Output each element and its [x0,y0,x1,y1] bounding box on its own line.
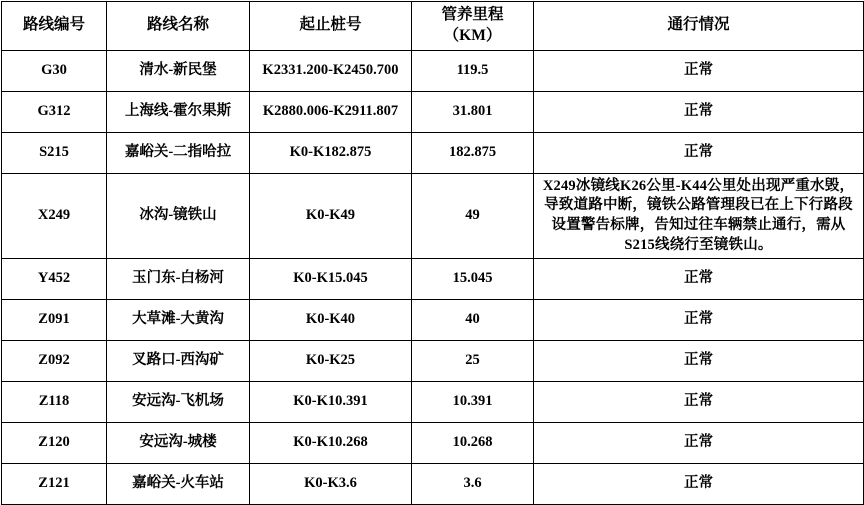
table-body [2,50,864,504]
cell-mileage: 182.875 [412,132,534,173]
cell-route-name: 安远沟-飞机场 [107,382,250,423]
column-header-stake-range: 起止桩号 [250,2,412,51]
cell-traffic-status: 正常 [534,341,864,382]
cell-route-name: 嘉峪关-火车站 [107,464,250,505]
cell-mileage: 3.6 [412,464,534,505]
table-row [2,341,864,382]
cell-traffic-status: 正常 [534,464,864,505]
cell-stake-range: K0-K3.6 [250,464,412,505]
cell-route-name: 玉门东-白杨河 [107,259,250,300]
column-header-traffic-status: 通行情况 [534,2,864,51]
cell-traffic-status-note: X249冰镜线K26公里-K44公里处出现严重水毁，导致道路中断，镜铁公路管理段已在上下行路段设置警告标牌，告知过往车辆禁止通行，需从S215线绕行至镜铁山。 [534,173,864,258]
table-row [2,423,864,464]
column-header-mileage-line1: 管养里程 [441,6,504,23]
cell-route-name: 清水-新民堡 [107,50,250,91]
cell-route-code: Z120 [2,423,107,464]
cell-traffic-status: 正常 [534,50,864,91]
cell-mileage: 40 [412,300,534,341]
cell-route-code: Z118 [2,382,107,423]
cell-route-code: Z091 [2,300,107,341]
cell-route-code: G30 [2,50,107,91]
cell-route-name: 安远沟-城楼 [107,423,250,464]
cell-traffic-status: 正常 [534,300,864,341]
cell-mileage: 31.801 [412,91,534,132]
cell-route-name: 嘉峪关-二指哈拉 [107,132,250,173]
cell-mileage: 49 [412,173,534,258]
cell-route-name: 大草滩-大黄沟 [107,300,250,341]
table-row [2,300,864,341]
cell-traffic-status: 正常 [534,259,864,300]
cell-route-code: Z121 [2,464,107,505]
cell-stake-range: K0-K25 [250,341,412,382]
cell-route-name: 上海线-霍尔果斯 [107,91,250,132]
cell-traffic-status: 正常 [534,132,864,173]
cell-stake-range: K2880.006-K2911.807 [250,91,412,132]
column-header-maintained-mileage [412,2,534,51]
cell-stake-range: K0-K10.391 [250,382,412,423]
cell-stake-range: K0-K49 [250,173,412,258]
cell-traffic-status: 正常 [534,382,864,423]
cell-route-name: 叉路口-西沟矿 [107,341,250,382]
cell-traffic-status: 正常 [534,91,864,132]
cell-stake-range: K0-K182.875 [250,132,412,173]
column-header-mileage-line2: （KM） [443,26,502,44]
cell-mileage: 15.045 [412,259,534,300]
table-row [2,382,864,423]
table-row [2,173,864,258]
column-header-route-name: 路线名称 [107,2,250,51]
cell-stake-range: K2331.200-K2450.700 [250,50,412,91]
column-header-route-code: 路线编号 [2,2,107,51]
table-row [2,50,864,91]
road-condition-table [1,1,864,505]
table-row [2,259,864,300]
table-row [2,464,864,505]
cell-stake-range: K0-K40 [250,300,412,341]
cell-route-name: 冰沟-镜铁山 [107,173,250,258]
table-row [2,132,864,173]
cell-mileage: 119.5 [412,50,534,91]
cell-route-code: G312 [2,91,107,132]
cell-mileage: 25 [412,341,534,382]
table-row [2,91,864,132]
cell-mileage: 10.391 [412,382,534,423]
road-condition-sheet [0,1,864,490]
cell-route-code: Y452 [2,259,107,300]
table-header [2,2,864,51]
cell-stake-range: K0-K10.268 [250,423,412,464]
cell-traffic-status: 正常 [534,423,864,464]
cell-route-code: S215 [2,132,107,173]
cell-route-code: X249 [2,173,107,258]
cell-route-code: Z092 [2,341,107,382]
cell-mileage: 10.268 [412,423,534,464]
table-header-row [2,2,864,51]
cell-stake-range: K0-K15.045 [250,259,412,300]
